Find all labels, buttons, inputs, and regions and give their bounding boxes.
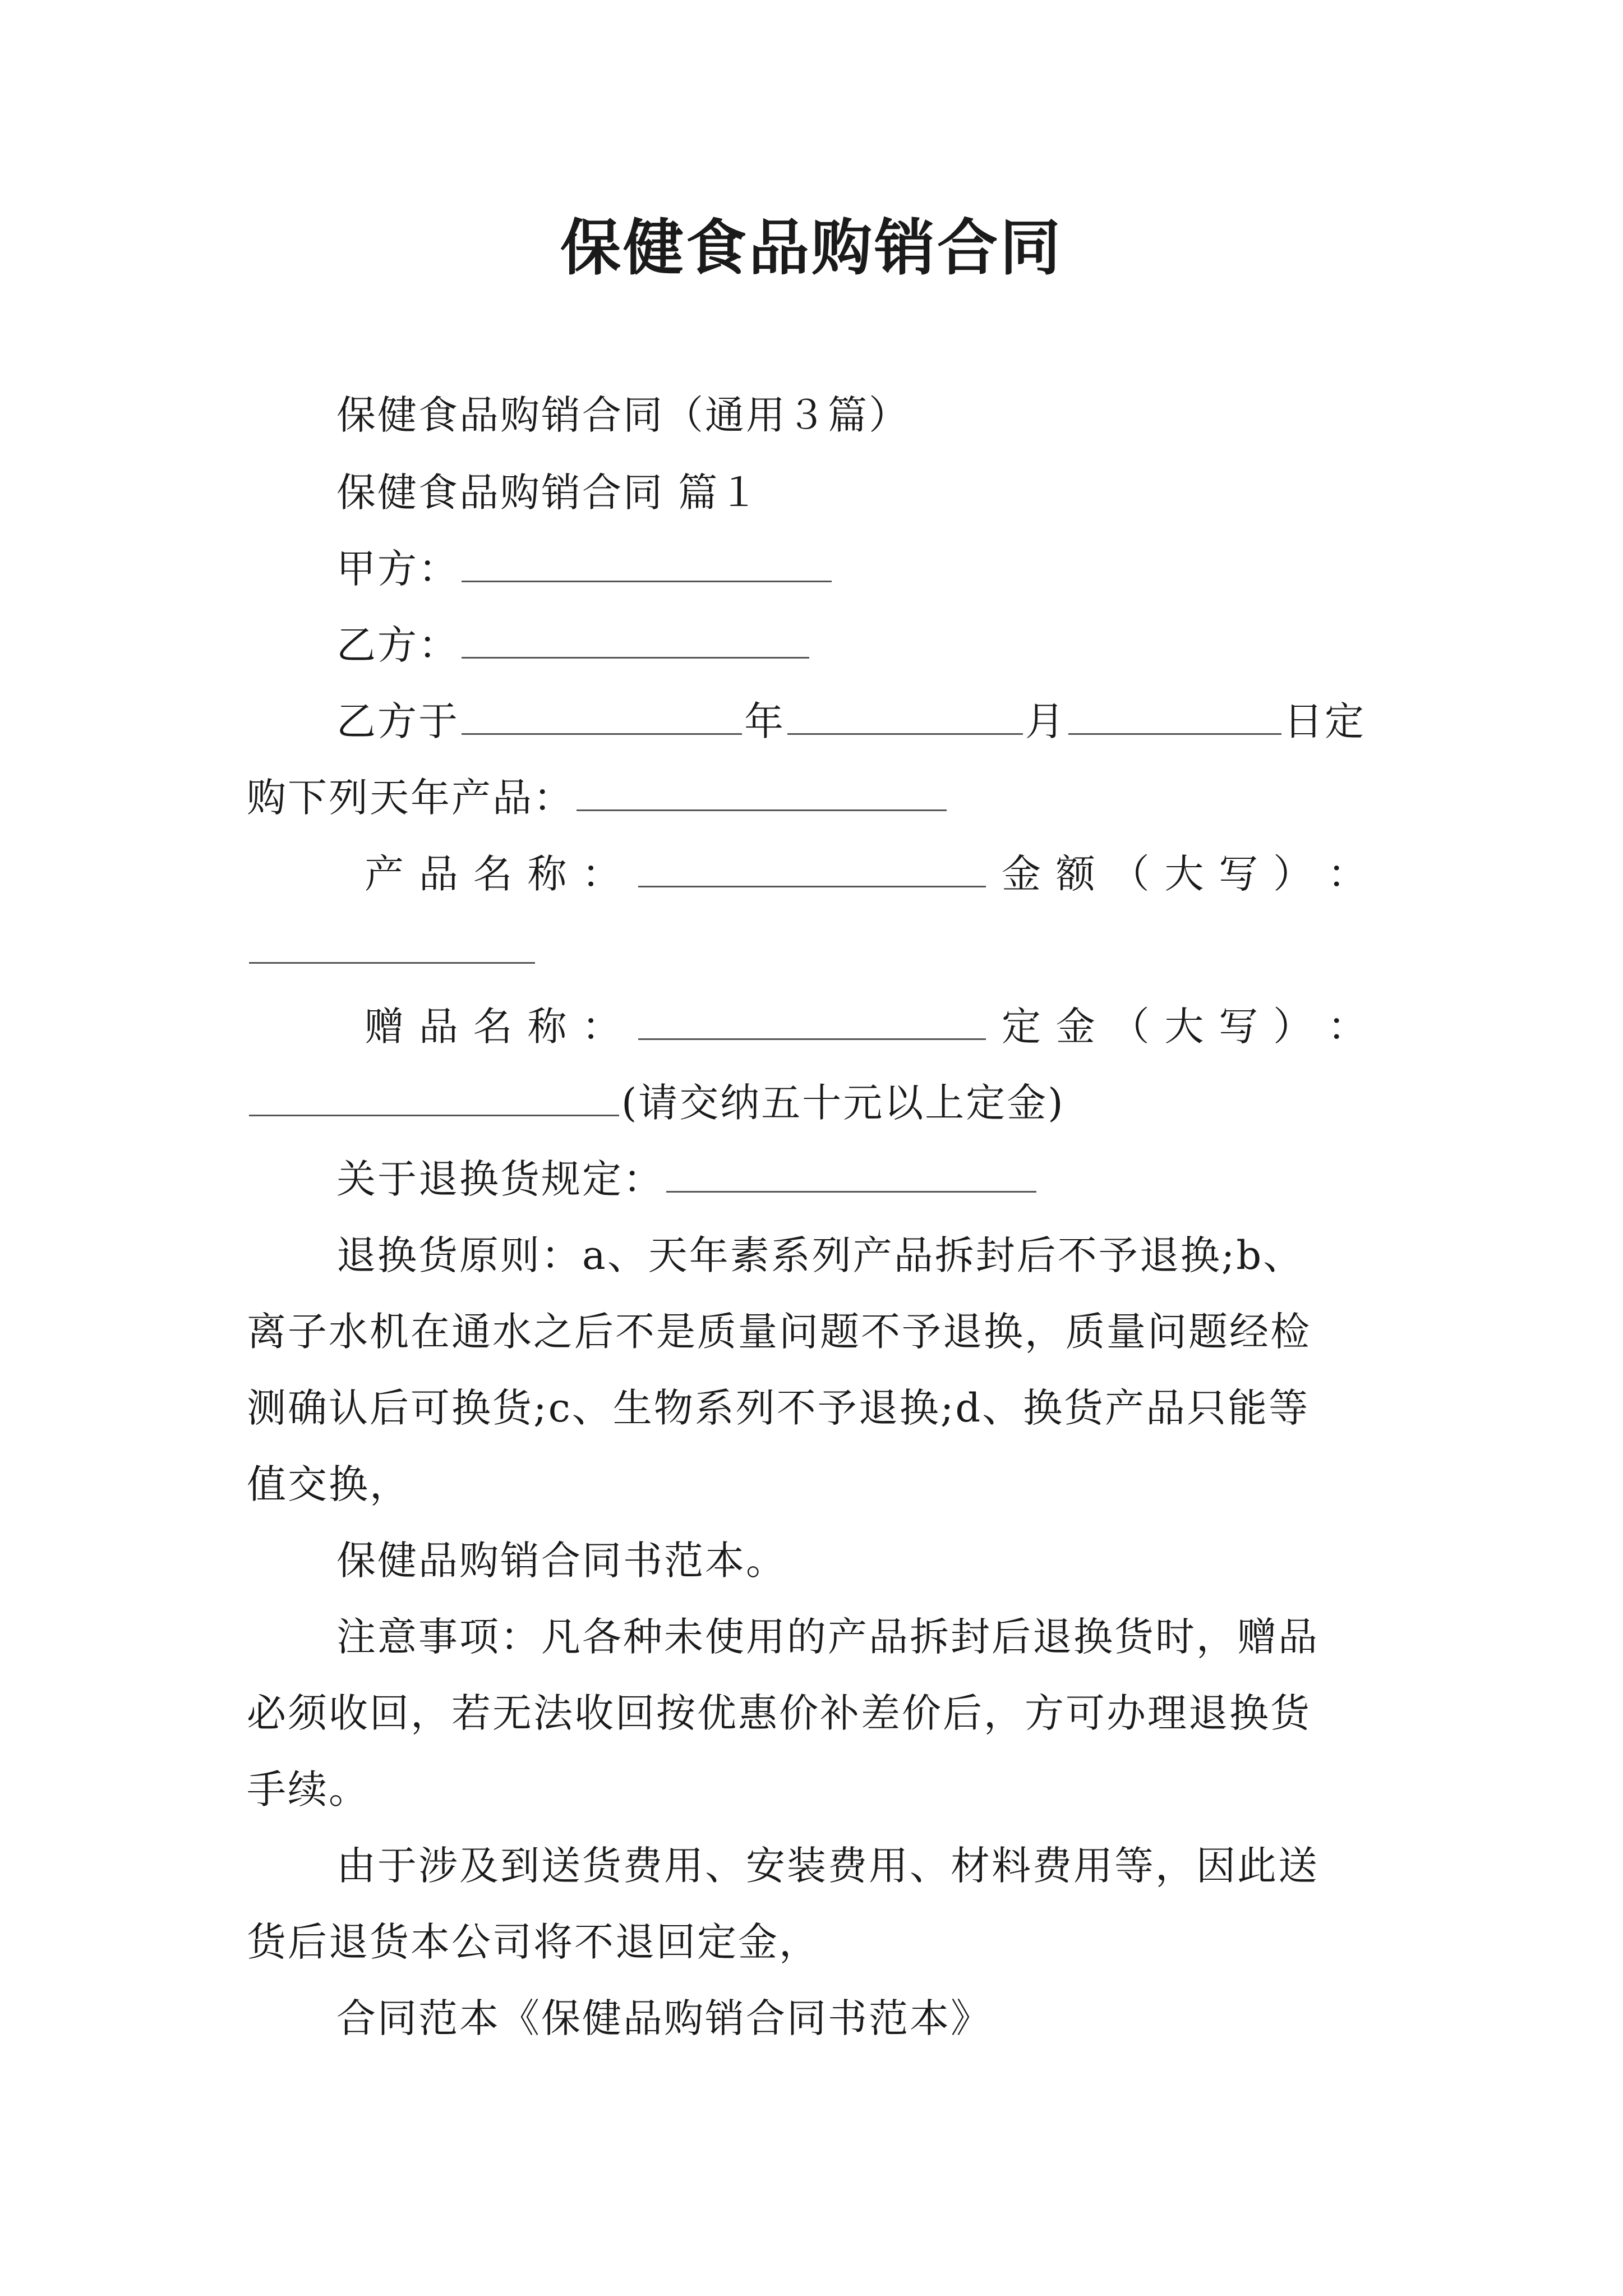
amount-char: ） xyxy=(1273,851,1315,897)
amount-char: 大 xyxy=(1164,851,1206,897)
amount-blank-line xyxy=(247,922,537,978)
deposit-char: 金 xyxy=(1055,1004,1097,1050)
amount-char: 写 xyxy=(1219,851,1260,897)
order-prefix: 乙方于 xyxy=(336,698,459,744)
product-char: 称 xyxy=(527,851,569,897)
product-char: 名 xyxy=(473,851,514,897)
gift-char: 称 xyxy=(527,1004,569,1050)
party-a-blank[interactable] xyxy=(462,546,832,582)
party-a-line xyxy=(336,541,834,597)
principle-line-2: 离子水机在通水之后不是质量问题不予退换，质量问题经检 xyxy=(247,1309,1311,1355)
party-b-blank[interactable] xyxy=(462,622,809,659)
amount-blank[interactable] xyxy=(249,927,535,964)
page-title: 保健食品购销合同 xyxy=(560,213,1063,283)
return-rule-blank[interactable] xyxy=(666,1156,1036,1193)
deposit-char: ： xyxy=(1327,1004,1368,1050)
template-line: 保健品购销合同书范本。 xyxy=(336,1538,787,1584)
amount-char: ： xyxy=(1327,851,1368,897)
deposit-blank[interactable] xyxy=(249,1080,619,1116)
product-char: 品 xyxy=(418,851,460,897)
closing-line: 合同范本《保健品购销合同书范本》 xyxy=(336,1995,992,2041)
notice-line-1: 注意事项：凡各种未使用的产品拆封后退换货时，赠品 xyxy=(336,1614,1319,1660)
delivery-line-1: 由于涉及到送货费用、安装费用、材料费用等，因此送 xyxy=(336,1843,1319,1889)
deposit-char: 定 xyxy=(1001,1004,1043,1050)
day-blank[interactable] xyxy=(1068,698,1281,735)
gift-char: 赠 xyxy=(365,1004,405,1050)
product-char: ： xyxy=(582,851,623,897)
year-blank[interactable] xyxy=(462,698,742,735)
amount-char: （ xyxy=(1110,851,1151,897)
amount-char: 额 xyxy=(1055,851,1097,897)
deposit-char: （ xyxy=(1110,1004,1151,1050)
gift-char: ： xyxy=(582,1004,623,1050)
year-label: 年 xyxy=(744,698,785,744)
deposit-line xyxy=(247,1075,1065,1131)
order-products-line xyxy=(247,770,949,826)
gift-name-blank[interactable] xyxy=(638,1004,986,1040)
gift-char: 名 xyxy=(473,1004,514,1050)
principle-line-1: 退换货原则：a、天年素系列产品拆封后不予退换;b、 xyxy=(336,1232,1304,1278)
gift-char: 品 xyxy=(418,1004,460,1050)
deposit-char: 写 xyxy=(1219,1004,1260,1050)
order-date-line xyxy=(336,693,1366,749)
principle-line-4: 值交换， xyxy=(247,1461,411,1507)
product-row xyxy=(365,846,1368,902)
notice-line-3: 手续。 xyxy=(247,1766,370,1812)
notice-line-2: 必须收回，若无法收回按优惠价补差价后，方可办理退换货 xyxy=(247,1690,1311,1736)
party-b-line xyxy=(336,617,811,673)
products-blank[interactable] xyxy=(577,775,947,811)
return-rule-line xyxy=(336,1151,1039,1207)
order-products-label: 购下列天年产品： xyxy=(247,775,574,821)
gift-row xyxy=(365,999,1368,1055)
day-label: 日定 xyxy=(1284,698,1366,744)
product-name-blank[interactable] xyxy=(638,851,986,887)
section-heading: 保健食品购销合同 篇１ xyxy=(336,470,760,516)
return-rule-label: 关于退换货规定： xyxy=(336,1156,664,1202)
month-blank[interactable] xyxy=(787,698,1023,735)
party-b-label: 乙方： xyxy=(336,622,459,668)
deposit-note: (请交纳五十元以上定金) xyxy=(621,1080,1065,1126)
month-label: 月 xyxy=(1025,698,1066,744)
product-char: 产 xyxy=(365,851,405,897)
party-a-label: 甲方： xyxy=(336,546,459,592)
subtitle: 保健食品购销合同（通用３篇） xyxy=(336,392,910,438)
deposit-char: 大 xyxy=(1164,1004,1206,1050)
principle-line-3: 测确认后可换货;c、生物系列不予退换;d、换货产品只能等 xyxy=(247,1385,1310,1431)
delivery-line-2: 货后退货本公司将不退回定金， xyxy=(247,1919,820,1965)
amount-char: 金 xyxy=(1001,851,1043,897)
deposit-char: ） xyxy=(1273,1004,1315,1050)
